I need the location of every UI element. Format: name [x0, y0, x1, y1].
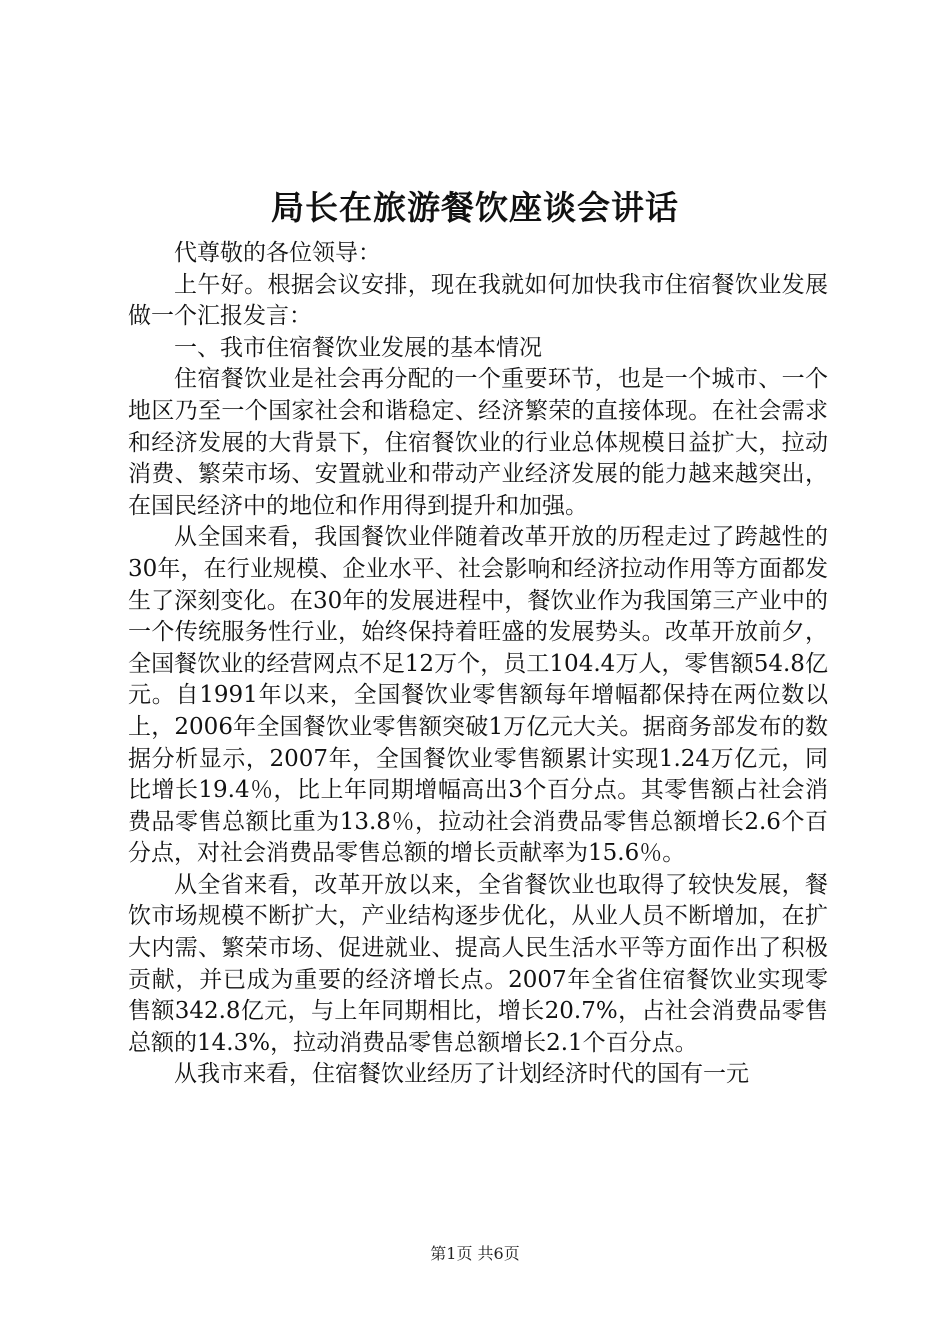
- section-heading: 一、我市住宿餐饮业发展的基本情况: [174, 334, 542, 361]
- document-body: [128, 238, 828, 1091]
- body-paragraph: 从全国来看，我国餐饮业伴随着改革开放的历程走过了跨越性的30年，在行业规模、企业水平、社会影响和经济拉动作用等方面都发生了深刻变化。在30年的发展进程中，餐饮业作为我国第三产业中的一个传统服务性行业，始终保持着旺盛的发展势头。改革开放前夕，全国餐饮业的经营网点不足12万个，员工104.4万人，零售额54.8亿元。自1991年以来，全国餐饮业零售额每年增幅都保持在两位数以上，2006年全国餐饮业零售额突破1万亿元大关。据商务部发布的数据分析显示，2007年，全国餐饮业零售额累计实现1.24万亿元，同比增长19.4％，比上年同期增幅高出3个百分点。其零售额占社会消费品零售总额比重为13.8％，拉动社会消费品零售总额增长2.6个百分点，对社会消费品零售总额的增长贡献率为15.6％。: [128, 524, 828, 867]
- body-paragraph: 住宿餐饮业是社会再分配的一个重要环节，也是一个城市、一个地区乃至一个国家社会和谐稳定、经济繁荣的直接体现。在社会需求和经济发展的大背景下，住宿餐饮业的行业总体规模日益扩大，拉动消费、繁荣市场、安置就业和带动产业经济发展的能力越来越突出，在国民经济中的地位和作用得到提升和加强。: [128, 366, 828, 519]
- salutation: 代尊敬的各位领导：: [174, 240, 381, 266]
- body-paragraph: 从全省来看，改革开放以来，全省餐饮业也取得了较快发展，餐饮市场规模不断扩大，产业结构逐步优化，从业人员不断增加，在扩大内需、繁荣市场、促进就业、提高人民生活水平等方面作出了积极贡献，并已成为重要的经济增长点。2007年全省住宿餐饮业实现零售额342.8亿元，与上年同期相比，增长20.7%，占社会消费品零售总额的14.3%，拉动消费品零售总额增长2.1个百分点。: [128, 871, 828, 1056]
- document-title: 局长在旅游餐饮座谈会讲话: [271, 188, 679, 227]
- opening-paragraph: 上午好。根据会议安排，现在我就如何加快我市住宿餐饮业发展做一个汇报发言：: [128, 271, 828, 330]
- body-paragraph: 从我市来看，住宿餐饮业经历了计划经济时代的国有一元: [174, 1061, 749, 1088]
- page-footer: 第1页 共6页: [430, 1244, 520, 1263]
